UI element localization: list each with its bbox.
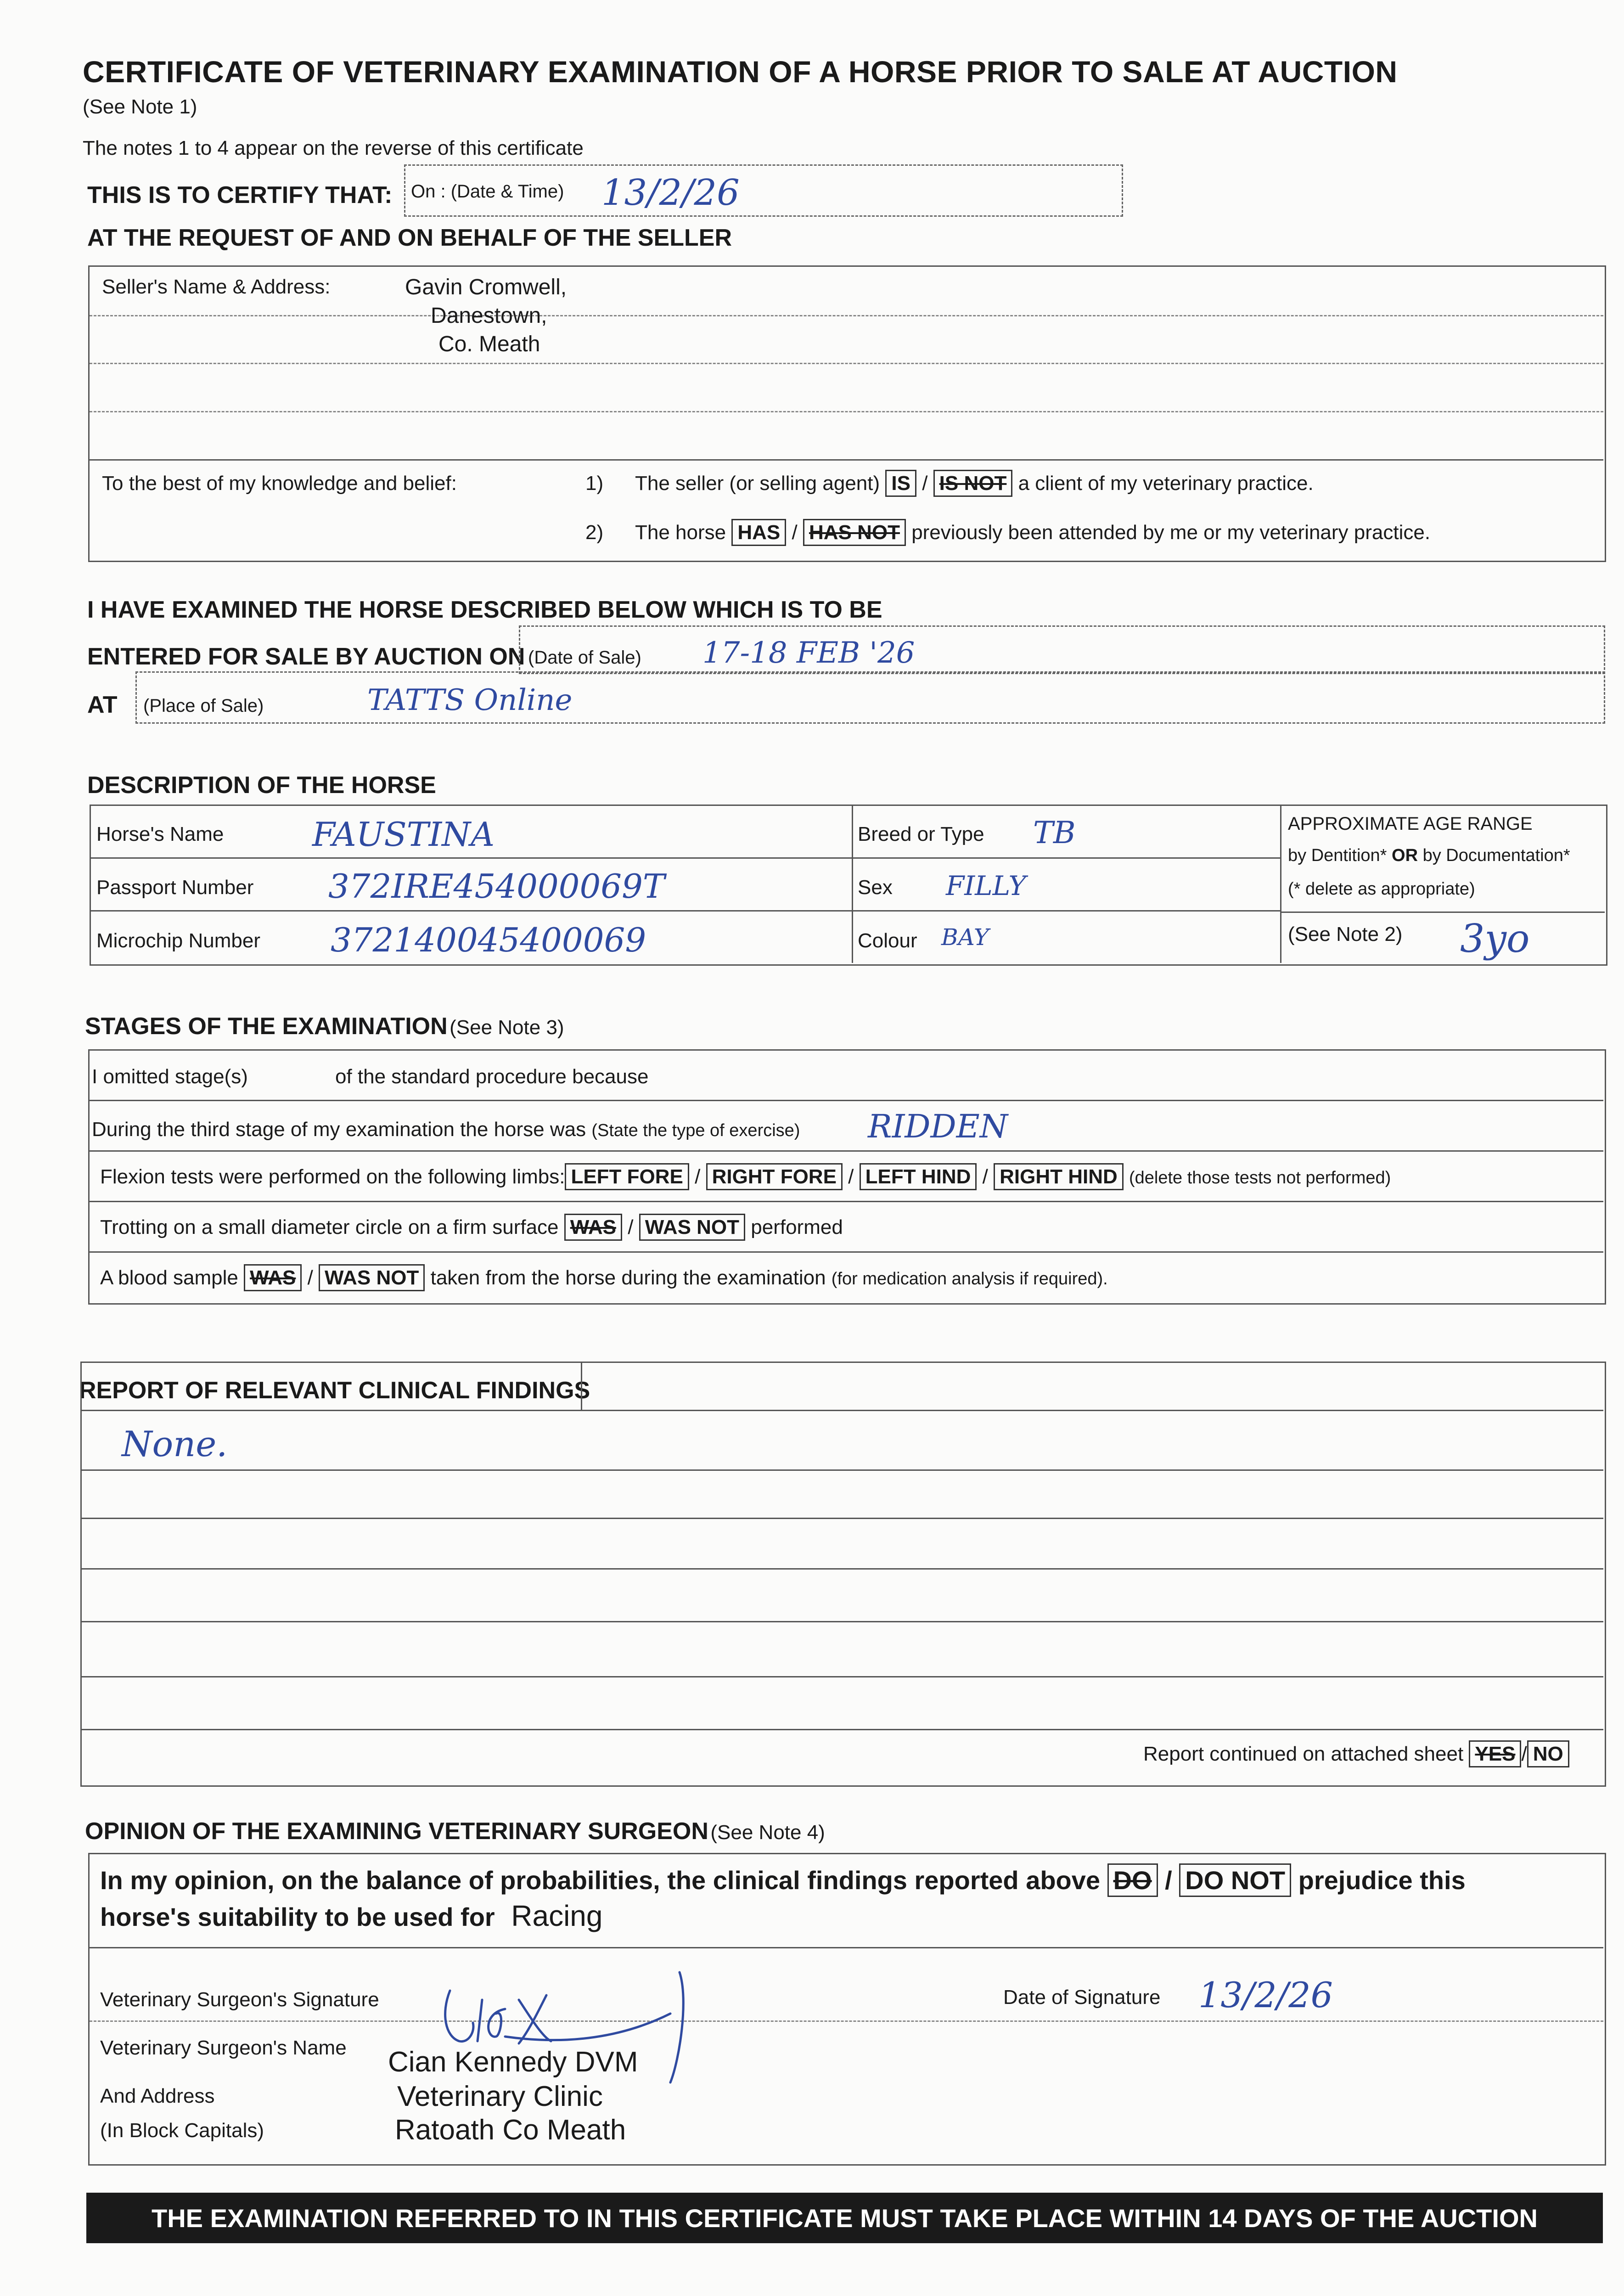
flexion-line <box>100 1165 1391 1188</box>
trot-label: Trotting on a small diameter circle on a firm surface <box>100 1216 559 1238</box>
separator: / <box>1165 1866 1172 1895</box>
opinion-text-2: horse's suitability to be used for <box>100 1902 495 1931</box>
sale-date-value: 17-18 FEB '26 <box>702 636 915 670</box>
horse-name-label: Horse's Name <box>96 823 224 845</box>
age-or: OR <box>1392 846 1418 865</box>
blood-line <box>100 1266 1108 1289</box>
use-value: Racing <box>511 1899 603 1932</box>
sale-date-box <box>519 625 1605 674</box>
flexion-label: Flexion tests were performed on the following limbs: <box>100 1165 565 1188</box>
on-date-label: On : (Date & Time) <box>411 181 564 202</box>
opinion-heading <box>85 1818 825 1845</box>
signature-label: Veterinary Surgeon's Signature <box>100 1988 379 2011</box>
item1-text <box>635 472 1314 495</box>
third-stage-label: During the third stage of my examination the horse was <box>92 1118 586 1141</box>
examined-label: I HAVE EXAMINED THE HORSE DESCRIBED BELOW WHICH IS TO BE <box>87 597 882 623</box>
vet-name-line-3: Ratoath Co Meath <box>395 2114 626 2146</box>
opinion-line-1 <box>100 1865 1466 1895</box>
item2-text <box>635 521 1430 544</box>
separator: / <box>1521 1743 1527 1765</box>
opinion-text-1-post: prejudice this <box>1298 1866 1466 1895</box>
omitted-post: of the standard procedure because <box>335 1065 649 1088</box>
vet-name-line-2: Veterinary Clinic <box>397 2081 603 2112</box>
place-box <box>135 671 1605 724</box>
breed-value: TB <box>1033 815 1076 850</box>
microchip-label: Microchip Number <box>96 929 260 952</box>
age-by-dentition: by Dentition* <box>1288 846 1387 865</box>
opinion-line-2 <box>100 1899 602 1933</box>
colour-label: Colour <box>858 929 917 952</box>
certificate-title: CERTIFICATE OF VETERINARY EXAMINATION OF A HORSE PRIOR TO SALE AT AUCTION <box>83 55 1398 89</box>
age-value: 3yo <box>1460 916 1530 961</box>
opinion-title: OPINION OF THE EXAMINING VETERINARY SURGEON <box>85 1818 708 1845</box>
date-signature-value: 13/2/26 <box>1198 1975 1333 2015</box>
passport-label: Passport Number <box>96 876 254 899</box>
blood-pre: A blood sample <box>100 1266 238 1289</box>
entered-for-sale-label: ENTERED FOR SALE BY AUCTION ON <box>87 643 525 670</box>
footer-notice-bar: THE EXAMINATION REFERRED TO IN THIS CERTIFICATE MUST TAKE PLACE WITHIN 14 DAYS OF THE AUCTION <box>86 2193 1603 2243</box>
block-capitals-label: (In Block Capitals) <box>100 2119 264 2142</box>
seller-line-2: Danestown, <box>431 304 547 328</box>
blood-note: (for medication analysis if required). <box>831 1269 1108 1289</box>
opinion-note: (See Note 4) <box>710 1821 825 1844</box>
age-see-note-2: (See Note 2) <box>1288 923 1403 945</box>
report-continued-label: Report continued on attached sheet <box>1143 1743 1464 1765</box>
opinion-do-option[interactable]: DO <box>1107 1863 1158 1897</box>
report-panel <box>80 1362 1606 1787</box>
exam-date-value: 13/2/26 <box>601 172 740 214</box>
blood-was-not-option[interactable]: WAS NOT <box>319 1264 425 1291</box>
notes-line: The notes 1 to 4 appear on the reverse of this certificate <box>83 137 584 159</box>
third-stage-note: (State the type of exercise) <box>591 1121 800 1140</box>
vet-name-line-1: Cian Kennedy DVM <box>388 2046 638 2078</box>
seller-is-not-option[interactable]: IS NOT <box>933 470 1013 497</box>
age-delete-note: (* delete as appropriate) <box>1288 879 1475 899</box>
sex-label: Sex <box>858 876 893 899</box>
flex-left-hind[interactable]: LEFT HIND <box>860 1163 977 1190</box>
seller-name-label: Seller's Name & Address: <box>102 276 331 298</box>
clinical-finding-value: None. <box>122 1424 228 1464</box>
trot-line <box>100 1216 843 1239</box>
item2-pre: The horse <box>635 521 726 544</box>
trot-post: performed <box>751 1216 843 1238</box>
flex-left-fore[interactable]: LEFT FORE <box>565 1163 689 1190</box>
knowledge-label: To the best of my knowledge and belief: <box>102 472 457 495</box>
opinion-text-1: In my opinion, on the balance of probabilities, the clinical findings reported above <box>100 1866 1101 1895</box>
flex-right-fore[interactable]: RIGHT FORE <box>706 1163 843 1190</box>
stages-note: (See Note 3) <box>450 1016 564 1039</box>
omitted-pre: I omitted stage(s) <box>92 1065 248 1088</box>
certify-label: THIS IS TO CERTIFY THAT: <box>87 182 393 208</box>
separator: / <box>628 1216 634 1238</box>
continued-yes-option[interactable]: YES <box>1469 1740 1521 1767</box>
passport-value: 372IRE454000069T <box>328 867 665 906</box>
separator: / <box>307 1266 313 1289</box>
sale-date-label: (Date of Sale) <box>528 647 641 668</box>
separator: / <box>695 1165 701 1188</box>
separator: / <box>792 521 798 544</box>
item1-pre: The seller (or selling agent) <box>635 472 880 495</box>
separator: / <box>982 1165 988 1188</box>
seller-line-1: Gavin Cromwell, <box>405 275 567 299</box>
seller-panel <box>88 265 1606 562</box>
microchip-value: 372140045400069 <box>331 921 646 959</box>
request-label: AT THE REQUEST OF AND ON BEHALF OF THE SELLER <box>87 225 732 251</box>
flex-note: (delete those tests not performed) <box>1129 1168 1391 1187</box>
horse-name-value: FAUSTINA <box>312 815 495 854</box>
exercise-value: RIDDEN <box>868 1108 1008 1145</box>
age-range-heading: APPROXIMATE AGE RANGE <box>1288 814 1533 834</box>
blood-post: taken from the horse during the examination <box>430 1266 826 1289</box>
age-by-documentation: by Documentation* <box>1422 846 1570 865</box>
report-continued-line <box>1143 1743 1569 1766</box>
vet-name-label: Veterinary Surgeon's Name <box>100 2037 347 2059</box>
description-heading: DESCRIPTION OF THE HORSE <box>87 772 436 799</box>
item1-number: 1) <box>585 472 604 495</box>
report-heading: REPORT OF RELEVANT CLINICAL FINDINGS <box>79 1377 590 1404</box>
place-value: TATTS Online <box>367 683 573 717</box>
flex-right-hind[interactable]: RIGHT HIND <box>994 1163 1124 1190</box>
date-signature-label: Date of Signature <box>1003 1986 1161 2009</box>
separator: / <box>848 1165 854 1188</box>
separator: / <box>922 472 928 495</box>
vet-address-label: And Address <box>100 2085 215 2107</box>
trot-was-not-option[interactable]: WAS NOT <box>639 1214 745 1241</box>
see-note-1: (See Note 1) <box>83 96 197 118</box>
seller-line-3: Co. Meath <box>438 332 540 356</box>
age-by-line <box>1288 846 1570 866</box>
at-label: AT <box>87 692 118 718</box>
stages-title: STAGES OF THE EXAMINATION <box>85 1013 448 1040</box>
third-stage-line <box>92 1118 800 1141</box>
item2-number: 2) <box>585 521 604 544</box>
item2-post: previously been attended by me or my veterinary practice. <box>911 521 1431 544</box>
place-label: (Place of Sale) <box>143 696 264 716</box>
blood-was-option[interactable]: WAS <box>244 1264 302 1291</box>
colour-value: BAY <box>941 924 989 951</box>
breed-label: Breed or Type <box>858 823 984 845</box>
continued-no-option[interactable]: NO <box>1527 1740 1569 1767</box>
stages-heading <box>85 1013 564 1040</box>
horse-has-option[interactable]: HAS <box>731 519 786 546</box>
seller-is-option[interactable]: IS <box>885 470 916 497</box>
trot-was-option[interactable]: WAS <box>564 1214 622 1241</box>
horse-has-not-option[interactable]: HAS NOT <box>803 519 906 546</box>
sex-value: FILLY <box>946 870 1026 901</box>
opinion-do-not-option[interactable]: DO NOT <box>1179 1863 1291 1897</box>
item1-post: a client of my veterinary practice. <box>1018 472 1314 495</box>
